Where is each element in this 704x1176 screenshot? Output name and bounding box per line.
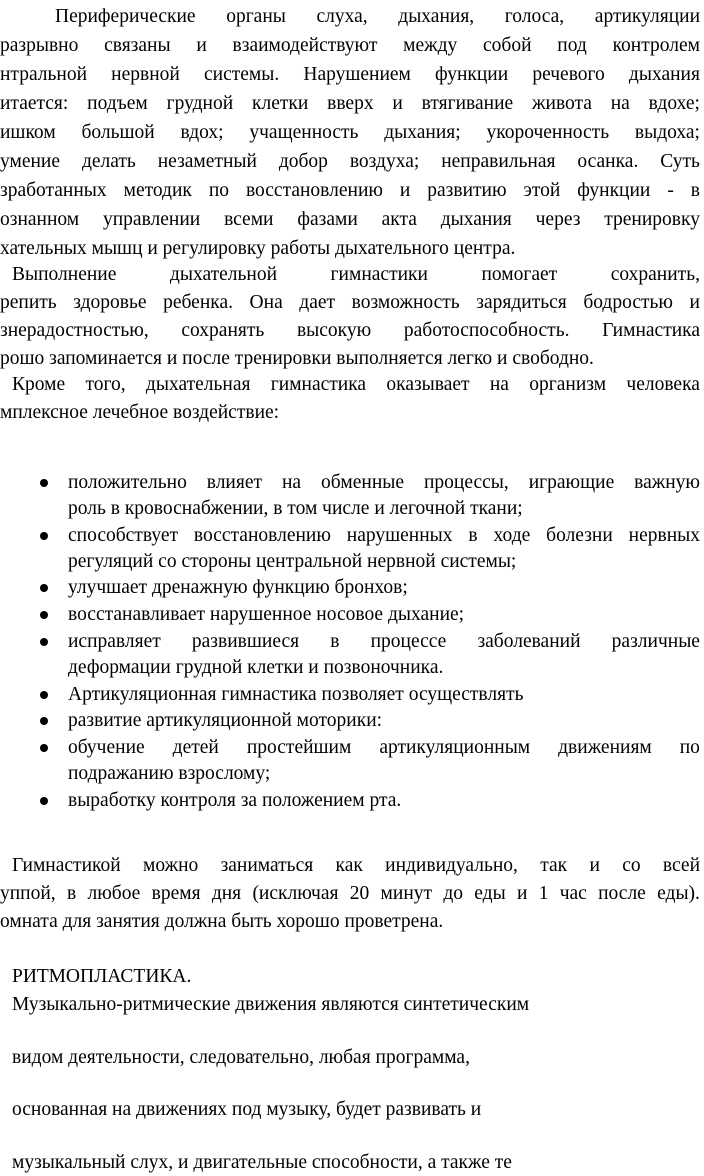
section-heading: РИТМОПЛАСТИКА. [12,966,192,987]
paragraph-1-line [0,91,700,117]
bullet-dot [40,797,48,805]
word: так [540,855,568,876]
word: системы. [203,64,280,85]
word: зработанных [0,180,107,201]
word: Она [249,292,283,313]
word: вдох; [180,122,224,143]
word: индивидуально, [385,855,518,876]
section-line: музыкальный слух, и двигательные способности, а также те [12,1152,512,1173]
paragraph-4-line [0,881,700,907]
bullet-dot [40,584,48,592]
word: артикуляции [594,6,700,27]
word: заболеваний [477,631,581,652]
word: репить [0,292,57,313]
word: любое [87,883,141,904]
word: играющие [528,472,615,493]
paragraph-1-line [0,149,700,175]
word: осанка. [577,151,639,172]
paragraph-2-line [0,318,700,344]
word: тренировку [604,209,700,230]
word: фазами [297,209,358,230]
bullet-dot [40,744,48,752]
paragraph-2-line [12,262,700,288]
word: еды [474,883,506,904]
word: незаметный [157,151,257,172]
word: дыхательная [145,374,251,395]
word: заниматься [220,855,314,876]
word: положительно [68,472,187,493]
word: вдохе; [648,93,700,114]
word: со [622,855,641,876]
word: под [557,35,587,56]
word: нарушенных [346,525,453,546]
word: через [535,209,581,230]
word: и [392,93,403,114]
bullet-line: Артикуляционная гимнастика позволяет осуществлять [68,684,524,705]
word: восстановлению [245,180,383,201]
word: акта [381,209,417,230]
word: большой [81,122,155,143]
bullet-line: подражанию взрослому; [68,763,271,784]
paragraph-1-line [0,33,700,59]
bullet-line: развитие артикуляционной моторики: [68,710,383,731]
word: Кроме [12,374,66,395]
word: время [151,883,201,904]
word: можно [143,855,199,876]
bullet-line [68,470,700,496]
word: гимнастики [330,264,428,285]
word: методик [123,180,192,201]
word: ходе [493,525,531,546]
word: зарядиться [476,292,567,313]
word: ознанном [0,209,80,230]
word: и [399,180,411,201]
word: и [589,855,600,876]
word: по [679,737,700,758]
word: развившиеся [191,631,300,652]
paragraph-1-line: хательных мышц и регулировку работы дыхательного центра. [0,238,516,259]
word: итается: [0,93,69,114]
word: втягивание [421,93,514,114]
word: работоспособность. [403,320,570,341]
word: взаимодействуют [232,35,378,56]
paragraph-2-line: рошо запоминается и после тренировки выполняется легко и свободно. [0,348,594,369]
word: гимнастика [270,374,367,395]
word: дня [211,883,242,904]
bullet-line [68,523,700,549]
word: добор [278,151,328,172]
word: и [196,35,207,56]
paragraph-1-line [0,178,700,204]
word: на [489,374,509,395]
word: еды). [657,883,700,904]
bullet-dot [40,691,48,699]
word: артикуляционным [379,737,531,758]
word: дыхания [440,209,512,230]
word: и [689,292,700,313]
word: высокую [296,320,372,341]
paragraph-4-line [12,853,700,879]
word: различные [611,631,700,652]
section-line: основанная на движениях под музыку, будет развивать и [12,1099,482,1120]
bullet-dot [40,717,48,725]
word: развитию [427,180,507,201]
paragraph-1-line [0,62,700,88]
word: учащенность [249,122,359,143]
word: вверх [327,93,374,114]
word: выдоха; [634,122,700,143]
paragraph-1-line [55,4,700,30]
word: Выполнение [12,264,117,285]
word: человека [626,374,700,395]
word: влияет [206,472,263,493]
word: речевого [532,64,605,85]
word: сохранять [181,320,265,341]
word: дает [299,292,336,313]
word: исправляет [68,631,161,652]
word: нервной [111,64,180,85]
word: минут [380,883,433,904]
word: слуха, [316,6,368,27]
word: бодростью [583,292,673,313]
word: на [610,93,630,114]
bullet-dot [40,479,48,487]
section-line: Музыкально-ритмические движения являются синтетическим [12,994,530,1015]
word: Гимнастикой [12,855,121,876]
word: после [598,883,646,904]
word: уппой, [0,883,56,904]
word: подъем [87,93,148,114]
word: на [281,472,302,493]
word: нервных [628,525,700,546]
bullet-line: регуляций со стороны центральной нервной системы; [68,551,517,572]
word: делать [81,151,136,172]
word: детей [172,737,219,758]
word: между [403,35,458,56]
word: в [330,631,340,652]
word: Гимнастика [602,320,700,341]
word: 1 [538,883,549,904]
word: движениям [558,737,652,758]
word: процессе [370,631,447,652]
word: органы [226,6,286,27]
word: Периферические [55,6,196,27]
word: в [468,525,478,546]
word: Нарушением [303,64,411,85]
word: способствует [68,525,179,546]
bullet-dot [40,611,48,619]
bullet-line [68,735,700,761]
bullet-line: улучшает дренажную функцию бронхов; [68,577,408,598]
word: клетки [251,93,309,114]
word: дыхания; [384,122,461,143]
paragraph-1-line [0,207,700,233]
word: нтральной [0,64,88,85]
word: болезни [546,525,613,546]
word: неправильная [441,151,556,172]
word: дыхательной [169,264,278,285]
word: оказывает [386,374,470,395]
word: (исключая [252,883,339,904]
word: 20 [349,883,370,904]
word: грудной [166,93,234,114]
bullet-dot [40,532,48,540]
word: управлении [102,209,201,230]
word: - [667,180,674,201]
word: час [559,883,587,904]
word: здоровье [73,292,147,313]
word: того, [85,374,126,395]
word: разрывно [0,35,79,56]
paragraph-4-line: омната для занятия должна быть хорошо проветрена. [0,911,444,932]
word: знерадостностью, [0,320,149,341]
paragraph-1-line [0,120,700,146]
word: всеми [224,209,274,230]
word: и [516,883,528,904]
word: сохранить, [610,264,700,285]
word: связаны [104,35,171,56]
word: в [690,180,700,201]
word: обменные [320,472,405,493]
word: Суть [660,151,700,172]
word: функции [577,180,651,201]
paragraph-2-line [0,290,700,316]
bullet-dot [40,638,48,646]
word: этой [523,180,561,201]
word: голоса, [504,6,565,27]
word: контролем [612,35,700,56]
word: укороченность [486,122,610,143]
word: живота [532,93,592,114]
word: дыхания [628,64,700,85]
word: процессы, [423,472,509,493]
word: важную [634,472,700,493]
word: обучение [68,737,145,758]
word: простейшим [246,737,352,758]
section-line: видом деятельности, следовательно, любая программа, [12,1047,470,1068]
word: возможность [351,292,460,313]
word: воздуха; [349,151,420,172]
word: по [208,180,230,201]
word: в [66,883,77,904]
word: до [443,883,463,904]
word: помогает [481,264,558,285]
paragraph-3-line: мплексное лечебное воздействие: [0,402,280,423]
word: функции [435,64,509,85]
word: организм [529,374,607,395]
bullet-line: роль в кровоснабжении, в том числе и легочной ткани; [68,498,523,519]
word: ребенка. [163,292,233,313]
word: всей [662,855,700,876]
bullet-line: выработку контроля за положением рта. [68,790,402,811]
bullet-line [68,629,700,655]
paragraph-3-line [12,372,700,398]
word: дыхания, [398,6,475,27]
word: собой [483,35,532,56]
word: умение [0,151,61,172]
word: ишком [0,122,56,143]
bullet-line: деформации грудной клетки и позвоночника. [68,657,444,678]
bullet-line: восстанавливает нарушенное носовое дыхание; [68,604,465,625]
word: как [335,855,363,876]
word: восстановлению [193,525,331,546]
